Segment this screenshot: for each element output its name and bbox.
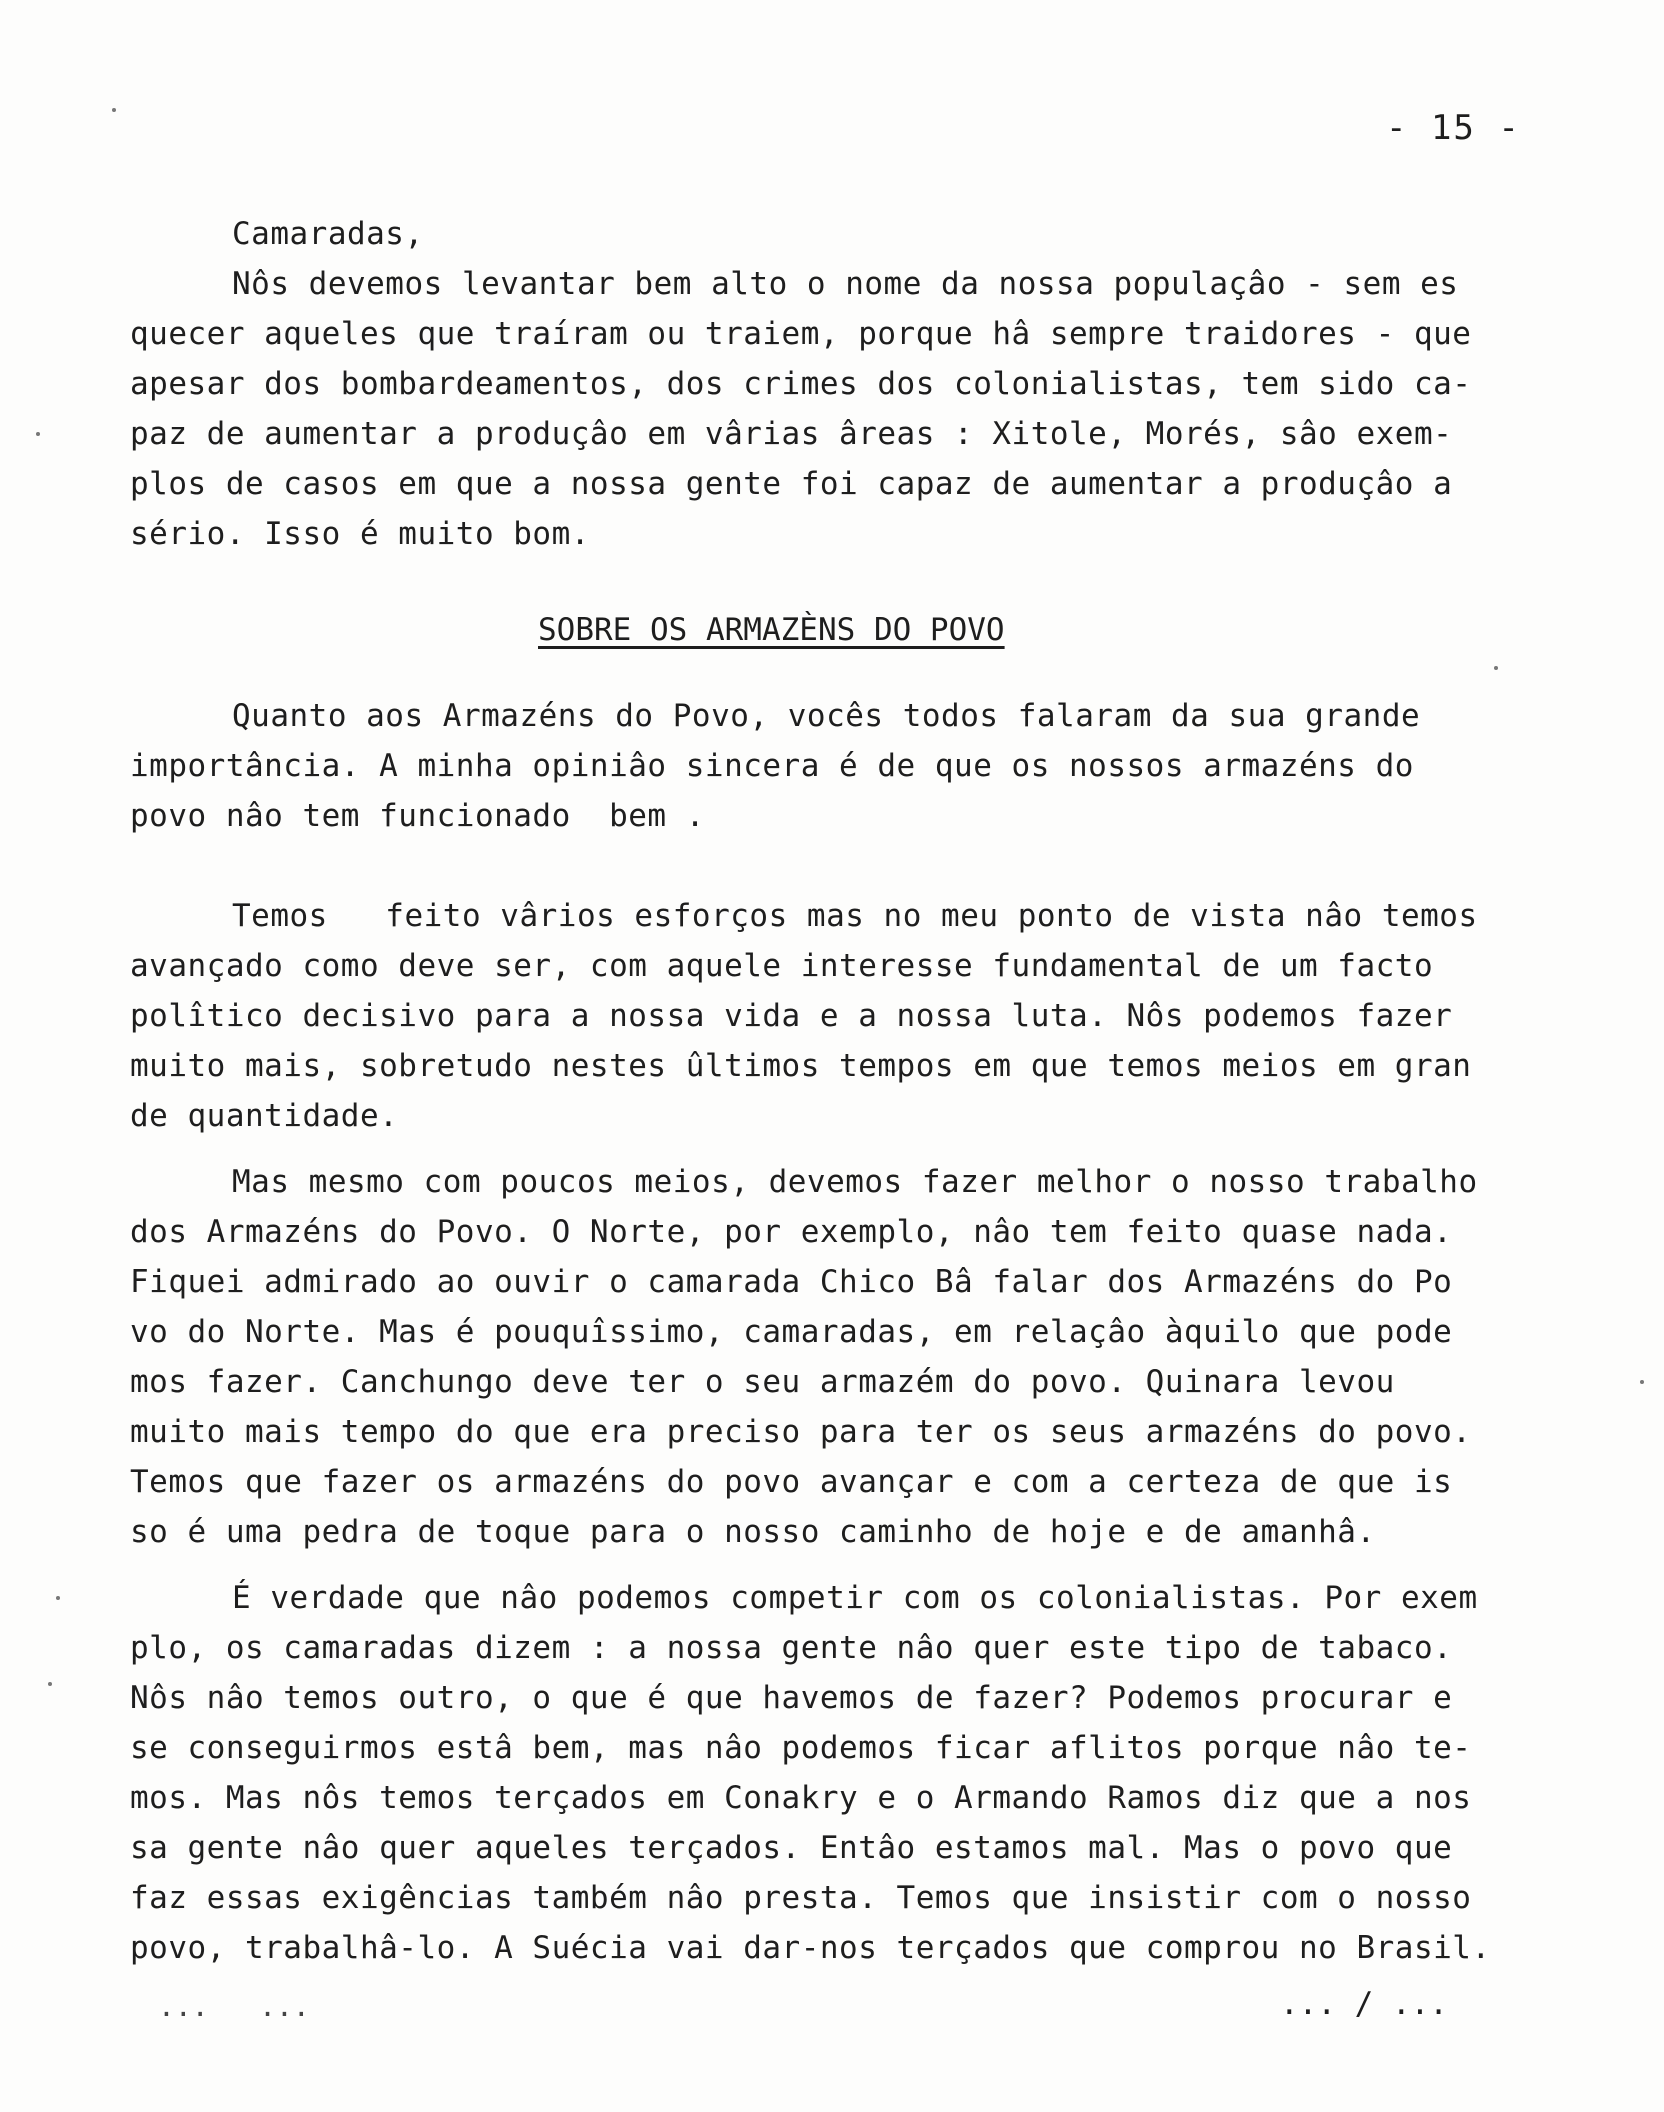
scan-speck [112, 108, 116, 112]
salutation: Camaradas, [232, 216, 424, 252]
text-line: povo, trabalhâ-lo. A Suécia vai dar-nos terçados que comprou no Brasil. [130, 1930, 1491, 1966]
scan-speck [56, 1596, 60, 1600]
footer-continuation-left: ... ... [158, 1990, 310, 2023]
text-line: povo nâo tem funcionado bem . [130, 798, 705, 834]
text-line: so é uma pedra de toque para o nosso caminho de hoje e de amanhâ. [130, 1514, 1376, 1550]
footer-continuation-right: ... / ... [1280, 1986, 1448, 2022]
text-line: É verdade que nâo podemos competir com os colonialistas. Por exem [232, 1580, 1478, 1616]
text-line: quecer aqueles que traíram ou traiem, porque hâ sempre traidores - que [130, 316, 1472, 352]
text-line: mos fazer. Canchungo deve ter o seu armazém do povo. Quinara levou [130, 1364, 1395, 1400]
scan-speck [48, 1682, 52, 1686]
text-line: apesar dos bombardeamentos, dos crimes dos colonialistas, tem sido ca- [130, 366, 1472, 402]
text-line: avançado como deve ser, com aquele interesse fundamental de um facto [130, 948, 1434, 984]
text-line: Nôs nâo temos outro, o que é que havemos de fazer? Podemos procurar e [130, 1680, 1453, 1716]
scan-speck [1640, 1380, 1644, 1384]
text-line: se conseguirmos estâ bem, mas nâo podemos ficar aflitos porque nâo te- [130, 1730, 1472, 1766]
text-line: mos. Mas nôs temos terçados em Conakry e o Armando Ramos diz que a nos [130, 1780, 1472, 1816]
page-number: - 15 - [1386, 108, 1521, 148]
scan-speck [36, 432, 40, 436]
scan-speck [1494, 666, 1498, 670]
text-line: Nôs devemos levantar bem alto o nome da nossa populaçâo - sem es [232, 266, 1459, 302]
text-line: plo, os camaradas dizem : a nossa gente nâo quer este tipo de tabaco. [130, 1630, 1453, 1666]
text-line: muito mais, sobretudo nestes ûltimos tempos em que temos meios em gran [130, 1048, 1472, 1084]
text-line: Temos que fazer os armazéns do povo avançar e com a certeza de que is [130, 1464, 1453, 1500]
text-line: sa gente nâo quer aqueles terçados. Entâo estamos mal. Mas o povo que [130, 1830, 1453, 1866]
text-line: sério. Isso é muito bom. [130, 516, 590, 552]
section-heading: SOBRE OS ARMAZÈNS DO POVO [538, 612, 1005, 648]
text-line: dos Armazéns do Povo. O Norte, por exemplo, nâo tem feito quase nada. [130, 1214, 1453, 1250]
text-line: Fiquei admirado ao ouvir o camarada Chico Bâ falar dos Armazéns do Po [130, 1264, 1453, 1300]
text-line: polîtico decisivo para a nossa vida e a nossa luta. Nôs podemos fazer [130, 998, 1453, 1034]
text-line: importância. A minha opiniâo sincera é de que os nossos armazéns do [130, 748, 1414, 784]
text-line: plos de casos em que a nossa gente foi capaz de aumentar a produçâo a [130, 466, 1453, 502]
text-line: Mas mesmo com poucos meios, devemos fazer melhor o nosso trabalho [232, 1164, 1478, 1200]
text-line: paz de aumentar a produçâo em vârias âreas : Xitole, Morés, sâo exem- [130, 416, 1453, 452]
text-line: Temos feito vârios esforços mas no meu ponto de vista nâo temos [232, 898, 1478, 934]
text-line: faz essas exigências também nâo presta. Temos que insistir com o nosso [130, 1880, 1472, 1916]
text-line: muito mais tempo do que era preciso para ter os seus armazéns do povo. [130, 1414, 1472, 1450]
text-line: de quantidade. [130, 1098, 399, 1134]
text-line: vo do Norte. Mas é pouquîssimo, camaradas, em relaçâo àquilo que pode [130, 1314, 1453, 1350]
text-line: Quanto aos Armazéns do Povo, vocês todos falaram da sua grande [232, 698, 1421, 734]
